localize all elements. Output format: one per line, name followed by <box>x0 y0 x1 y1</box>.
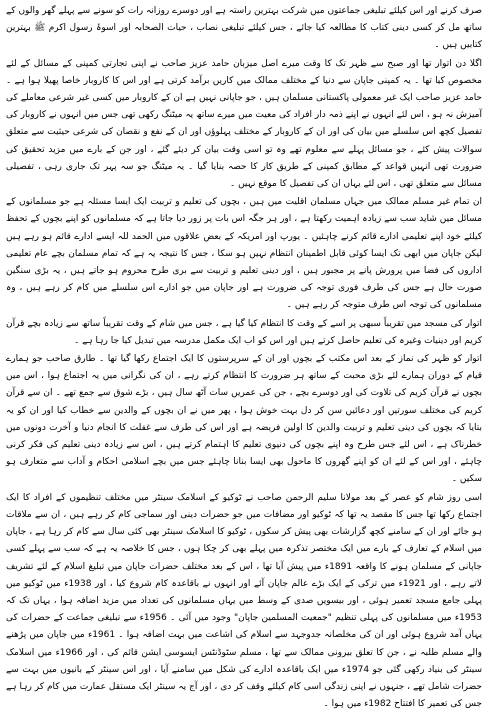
paragraph-4: اتوار کی مسجد میں تقریباً سبھی پر اسے کے وقت کا انتظام کیا گیا ہے ، جس میں شام کے وقت تقریباً ساتھ سے زیادہ بچے قرآن کریم اور دینیات وغیرہ کی تعلیم حاصل کرتے ہیں اور اس کو اب ایک مکمل مدرسہ میں تبدیل کیا جا رہا ہے ۔ <box>6 318 482 346</box>
paragraph-1: صرف کرنے اور اس کیلئے تبلیغی جماعتوں میں شرکت بہترین راستہ ہے اور دوسرے روزانہ رات کو سونے سے پہلے گھر والوں کے ساتھ مل کر کسی دینی کتاب کا مطالعہ کیا جائے ، جس کیلئے تبلیغی نصاب ، حیات الصحابہ اور اسوۂ رسول اکرم ﷺ بہترین کتابیں ہیں ۔ <box>6 6 482 51</box>
document-page <box>6 3 482 710</box>
paragraph-2: اگلا دن اتوار تھا اور صبح سے ظہر تک کا وقت میرے اصل میزبان حامد عزیز صاحب نے اپنی تجارتی کمپنی کے مسائل کے لئے مخصوص کیا تھا ۔ یہ کمپنی جاپان سے دنیا کے مختلف ممالک میں کاریں برآمد کرتی ہے اور اس کا کاروبار خاصا پھیلا ہوا ہے ۔ حامد عزیز صاحب ایک غیر معمولی پاکستانی مسلمان ہیں ، جو جاپانی نہیں ہے ان کے کاروبار میں کسی غیر شرعی معاملے کی آمیزش نہ ہو ، اس لئے انہوں نے اپنے ذمہ دار افراد کی معیت میں میرے ساتھ یہ میٹنگ رکھی تھی جس میں انہوں نے کاروبار کی تفصیل کچھ اس سلسلے میں بیان کی اور ان کے کاروبار کے مختلف پہلوؤں اور ان کے نفع و نقصان کی شرعی حیثیت سے متعلق سوالات پیش کئے ، جو مسائل پہلے سے معلوم تھے وہ تو اسی وقت بیان کر دیئے گئے ، اور جن کے بارے میں مزید تحقیق کی ضرورت تھی انہیں قواعد کے مطابق کمپنی کے طریق کار کا حصہ بنایا گیا ۔ یہ میٹنگ جو سہ پہر تک جاری رہی ، تفصیلی مسائل سے متعلق تھی ، اس لئے یہاں ان کی تفصیل کا موقع نہیں ۔ <box>6 58 482 190</box>
paragraph-5: اتوار کو ظہر کی نماز کے بعد اس مکتب کے بچوں اور ان کے سرپرستوں کا ایک اجتماع رکھا گیا تھا ۔ طارق صاحب جو ہمارے قیام کے دوران ہمارے لئے بڑی محبت کے ساتھ ہر ضرورت کا انتظام کرتے رہے ، ان کی نگرانی میں یہ اجتماع ہوا ، اس میں بچوں نے قرآن کریم کی تلاوت کی اور دوسرے بچے ، جن کی عمریں سات آٹھ سال ہیں ، بڑے شوق سے جمع تھے ۔ ان سے قرآن کریم کی مختلف سورتیں اور دعائیں سن کر دل بہت خوش ہوا ، پھر میں نے ان بچوں کے والدین سے خطاب کیا اور ان کو یہ بتایا کہ بچوں کی دینی تعلیم و تربیت والدین کا اولین فریضہ ہے اور اس کی طرف سے غفلت کا انجام دنیا و آخرت دونوں میں خطرناک ہے ، اس لئے جس طرح وہ اپنے بچوں کی دنیوی تعلیم کا اہتمام کرتے ہیں ، اس سے زیادہ دینی تعلیم کی فکر کرنی چاہئے ، اور اس کے لئے ان کو اپنے گھروں کا ماحول بھی ایسا بنانا چاہئے جس میں بچے اسلامی احکام و آداب سے متعارف ہو سکیں ۔ <box>6 354 482 485</box>
paragraph-6: اسی روز شام کو عصر کے بعد مولانا سلیم الرحمن صاحب نے ٹوکیو کے اسلامک سینٹر میں مختلف تنظیموں کے افراد کا ایک اجتماع رکھا تھا جس کا مقصد یہ تھا کہ ٹوکیو اور مضافات میں جو حضرات دینی اور سماجی کام کر رہے ہیں ، ان سے ملاقات ہو جائے اور ان کے سامنے کچھ گزارشات بھی پیش کر سکوں ، ٹوکیو کا اسلامک سینٹر بھی کئی سال سے کام کر رہا ہے ، جاپان میں اسلام کے تعارف کے بارے میں ایک مختصر تذکرہ میں پہلے بھی کر چکا ہوں ، جس کا خلاصہ یہ ہے کہ سب سے پہلے کسی جاپانی کے مسلمان ہونے کا واقعہ 1891ء میں پیش آیا تھا ، اس کے بعد مختلف حضرات جاپان میں تبلیغ اسلام کے لئے تشریف لاتے رہے ، اور 1921ء میں ترکی کے ایک بڑے عالم جاپان آئے اور انہوں نے باقاعدہ کام شروع کیا ، اور 1938ء میں ٹوکیو میں پہلی جامع مسجد تعمیر ہوئی ، اور بیسویں صدی کے وسط میں یہاں مسلمانوں کی تعداد میں مزید اضافہ ہوا ، یہاں تک کہ 1953ء میں مسلمانوں کی پہلی تنظیم "جمعیت المسلمین جاپان" وجود میں آئی ۔ 1956ء سے تبلیغی جماعت کے حضرات کی یہاں آمد شروع ہوئی اور ان کی مخلصانہ جدوجہد سے اسلام کی اشاعت میں بہت اضافہ ہوا ۔ 1961ء میں جاپان میں پڑھنے والے مسلم طلبہ نے ، جن کا تعلق بیرونی ممالک سے تھا ، مسلم سٹوڈنٹس ایسوسی ایشن قائم کی ، اور 1966ء میں اسلامک سینٹر کی بنیاد رکھی گئی جو 1974ء میں ایک باقاعدہ ادارے کی شکل میں سامنے آیا ، اور اس سینٹر کے بانیوں میں بہت سے حضرات شامل تھے ، جنہوں نے اپنی زندگی اسی کام کیلئے وقف کر دی ، اور آج یہ سینٹر ایک مستقل عمارت میں کام کر رہا ہے جس کی تعمیر کا افتتاح 1982ء میں ہوا ۔ <box>6 492 482 710</box>
paragraph-3: ان تمام غیر مسلم ممالک میں جہاں مسلمان اقلیت میں ہیں ، بچوں کی تعلیم و تربیت ایک ایسا مسئلہ ہے جو مسلمانوں کے مسائل میں شاید سب سے زیادہ اہمیت رکھتا ہے ، اور ہر جگہ اس بات پر زور دیا جاتا ہے کہ مسلمانوں کو اپنے بچوں کے تحفظ کیلئے خود اپنے تعلیمی ادارے قائم کرنے چاہئیں ۔ یورپ اور امریکہ کے بعض علاقوں میں الحمد للہ ایسے ادارے قائم ہو رہے ہیں لیکن جاپان میں ابھی تک ایسا کوئی قابل اطمینان انتظام نہیں ہو سکا ، جس کا نتیجہ یہ ہے کہ تمام مسلمان بچے عام تعلیمی اداروں کی فضا میں پرورش پانے پر مجبور ہیں ، اور دینی تعلیم و تربیت سے بری طرح محروم ہو جاتے ہیں ، یہ بڑی سنگین صورت حال ہے جس کی طرف فوری توجہ کی ضرورت ہے اور جاپان میں جو ادارے اس سلسلے میں کام کر رہے ہیں ، وہ مسلمانوں کی توجہ اس طرف متوجہ کر رہے ہیں ۔ <box>6 197 482 311</box>
